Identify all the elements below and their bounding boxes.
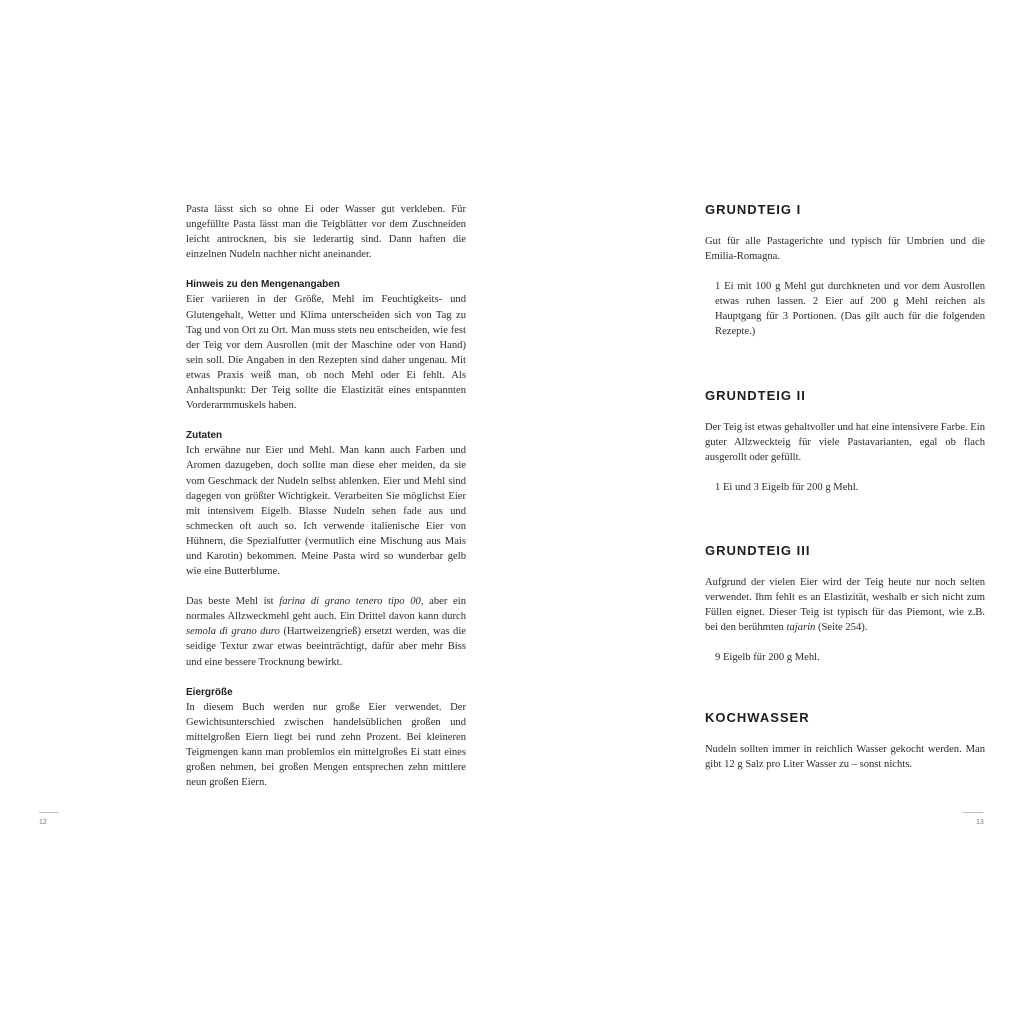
grundteig3-intro xyxy=(705,575,985,635)
zutaten-section xyxy=(186,428,466,579)
kochwasser-body: Nudeln sollten immer in reichlich Wasser gekocht werden. Man gibt 12 g Salz pro Liter Wasser zu – sonst nichts. xyxy=(705,744,985,771)
eiergroesse-heading: Eiergröße xyxy=(186,686,233,698)
zutaten-body: Ich erwähne nur Eier und Mehl. Man kann auch Farben und Aromen dazugeben, doch sollte man diese eher meiden, da sie vom Geschmack der Nudeln selbst ablenken. Eier und Mehl sind dagegen von größter Wichtigkeit. Verarbeiten Sie möglichst Eier mit intensivem Eigelb. Blasse Nudeln sehen fade aus und schmecken oft auch so. Ich verwende italienische Eier von Hühnern, die Spezialfutter (vermutlich eine Mischung aus Mais und Karotin) bekommen. Meine Pasta wird so wunderbar gelb wie eine Butterblume. xyxy=(186,445,466,578)
grundteig1-recipe: 1 Ei mit 100 g Mehl gut durchkneten und vor dem Ausrollen etwas ruhen lassen. 2 Eier auf 200 g Mehl reichen als Hauptgang für 3 Portionen. (Das gilt auch für die folgenden Rezepte.) xyxy=(715,281,985,338)
left-page-number: 12 xyxy=(39,819,47,826)
mehl-paragraph xyxy=(186,594,466,669)
right-page-column xyxy=(705,202,985,802)
kochwasser-title: KOCHWASSER xyxy=(705,710,810,725)
grundteig3-intro-text-1: Aufgrund der vielen Eier wird der Teig heute nur noch selten verwendet. Ihm fehlt es an Elastizität, weshalb er sich nicht zum Füllen eignet. Dieser Teig ist typisch für das Piemont, wie z.B. bei den berühmten xyxy=(705,577,985,634)
eiergroesse-body: In diesem Buch werden nur große Eier verwendet. Der Gewichtsunterschied zwischen handelsüblichen großen und mittelgroßen Eiern liegt bei rund zehn Prozent. Bei kleineren Teigmengen kann man problemlos ein mittelgroßes Ei statt eines großen nehmen, bei großen Mengen entsprechen zehn mittlere neun großen Eiern. xyxy=(186,701,466,789)
mehl-italic-2: semola di grano duro xyxy=(186,626,280,638)
grundteig3-section xyxy=(705,543,985,665)
right-footer-rule xyxy=(963,812,983,813)
hinweis-body: Eier variieren in der Größe, Mehl im Feuchtigkeits- und Glutengehalt, Wetter und Klima unterscheiden sich von Tag zu Tag und von Ort zu Ort. Man muss stets neu entscheiden, wie fest der Teig vor dem Ausrollen (mit der Maschine oder von Hand) sein soll. Die Angaben in den Rezepten sind daher ungenau. Mit etwas Praxis weiß man, ob noch Mehl oder Ei fehlt. Als Anhaltspunkt: Der Teig sollte die Elastizität eines entspannten Vorderarmmuskels haben. xyxy=(186,294,466,412)
intro-paragraph: Pasta lässt sich so ohne Ei oder Wasser gut verkleben. Für ungefüllte Pasta lässt man die Teigblätter vor dem Zuschneiden leicht antrocknen, bis sie lederartig sind. Dann haften die einzelnen Nudeln nachher nicht aneinander. xyxy=(186,204,466,261)
grundteig1-title: GRUNDTEIG I xyxy=(705,202,802,217)
grundteig3-intro-text-2: (Seite 254). xyxy=(815,622,868,634)
mehl-text-1: Das beste Mehl ist xyxy=(186,596,280,608)
grundteig3-intro-italic: tajarin xyxy=(786,622,816,634)
grundteig3-recipe: 9 Eigelb für 200 g Mehl. xyxy=(715,652,820,664)
right-page-number: 13 xyxy=(976,819,984,826)
left-footer-rule xyxy=(39,812,59,813)
grundteig2-title: GRUNDTEIG II xyxy=(705,388,806,403)
grundteig2-section xyxy=(705,388,985,495)
mehl-italic-1: farina di grano tenero tipo 00 xyxy=(279,596,421,608)
mehl-text-2: , aber ein normales Allzweckmehl geht auch. Ein Drittel davon kann durch xyxy=(186,596,466,623)
grundteig2-recipe: 1 Ei und 3 Eigelb für 200 g Mehl. xyxy=(715,482,859,494)
kochwasser-section xyxy=(705,710,985,772)
zutaten-heading: Zutaten xyxy=(186,430,223,442)
grundteig3-title: GRUNDTEIG III xyxy=(705,543,811,558)
hinweis-heading: Hinweis zu den Mengenangaben xyxy=(186,279,340,291)
grundteig2-intro: Der Teig ist etwas gehaltvoller und hat eine intensivere Farbe. Ein guter Allzweckteig für viele Pastavarianten, egal ob flach ausgerollt oder gefüllt. xyxy=(705,422,986,464)
grundteig1-intro: Gut für alle Pastagerichte und typisch für Umbrien und die Emilia-Romagna. xyxy=(705,236,985,263)
eiergroesse-section xyxy=(186,685,466,791)
grundteig1-section xyxy=(705,202,985,340)
mehl-text-3: (Hartweizengrieß) ersetzt werden, was die seidige Textur zwar etwas beeinträchtigt, dafür aber mehr Biss und eine bessere Trocknung bewirkt. xyxy=(186,626,466,668)
left-page-column xyxy=(186,202,466,805)
hinweis-section xyxy=(186,277,466,413)
